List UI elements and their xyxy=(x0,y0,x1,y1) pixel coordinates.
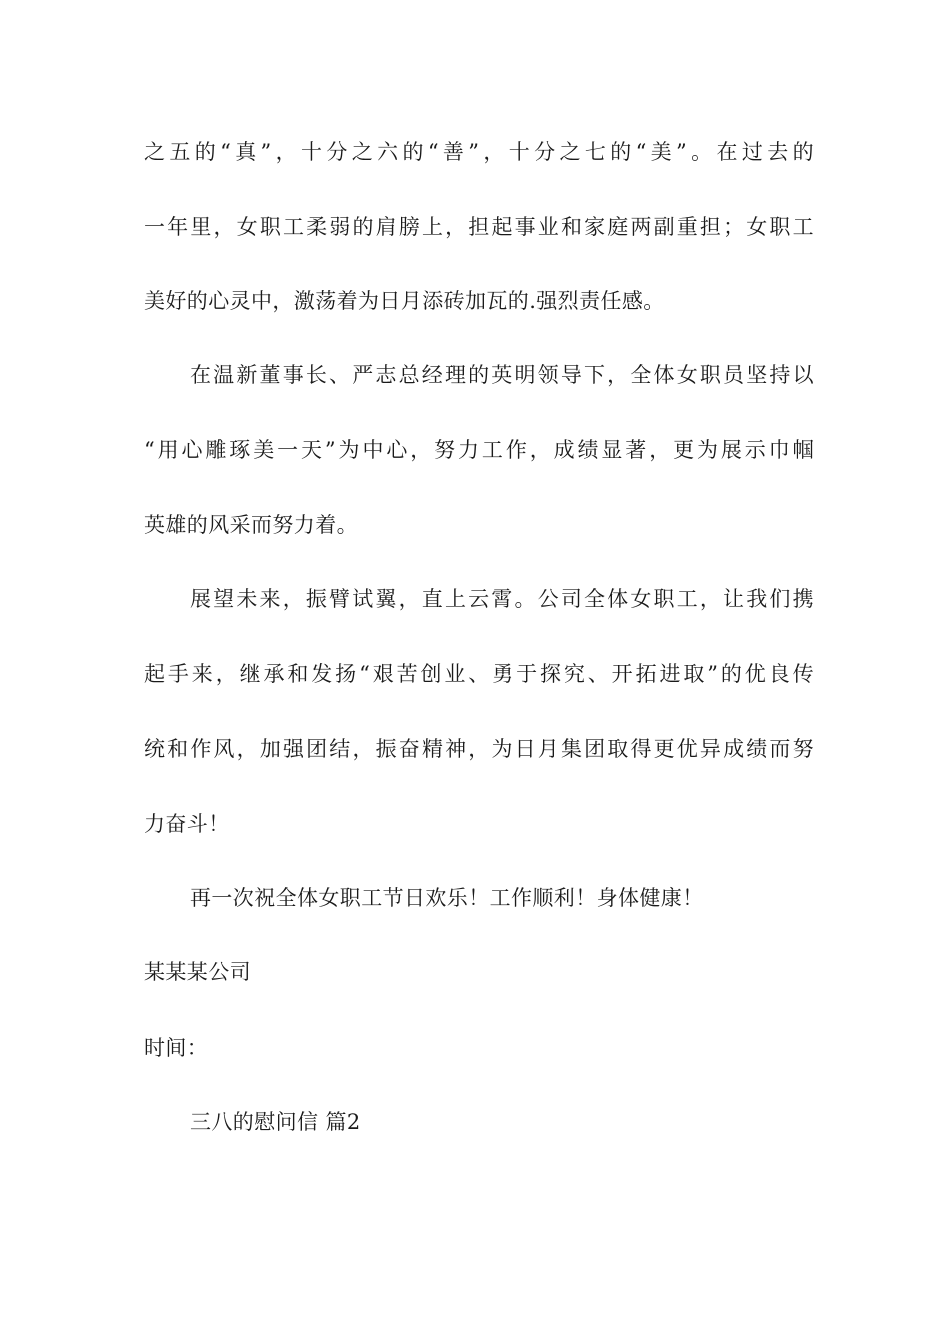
paragraph-line: 一年里，女职工柔弱的肩膀上，担起事业和家庭两副重担；女职工 xyxy=(144,215,814,239)
signature-date: 时间： xyxy=(144,1036,209,1060)
paragraph-line: “用心雕琢美一天”为中心，努力工作，成绩显著，更为展示巾帼 xyxy=(144,438,814,462)
paragraph-line: 在温新董事长、严志总经理的英明领导下，全体女职员坚持以 xyxy=(190,363,814,387)
section-heading: 三八的慰问信 篇2 xyxy=(190,1110,361,1134)
paragraph-line: 之五的“真”，十分之六的“善”，十分之七的“美”。在过去的 xyxy=(144,140,814,164)
paragraph-line: 展望未来，振臂试翼，直上云霄。公司全体女职工，让我们携 xyxy=(190,587,814,611)
closing-wish: 再一次祝全体女职工节日欢乐！工作顺利！身体健康！ xyxy=(190,886,704,910)
paragraph-line: 统和作风，加强团结，振奋精神，为日月集团取得更优异成绩而努 xyxy=(144,737,814,761)
paragraph-line: 英雄的风采而努力着。 xyxy=(144,513,358,537)
paragraph-line: 美好的心灵中，激荡着为日月添砖加瓦的.强烈责任感。 xyxy=(144,289,665,313)
paragraph-line: 起手来，继承和发扬“艰苦创业、勇于探究、开拓进取”的优良传 xyxy=(144,662,814,686)
paragraph-line: 力奋斗！ xyxy=(144,812,230,836)
signature-company: 某某某公司 xyxy=(144,960,251,984)
